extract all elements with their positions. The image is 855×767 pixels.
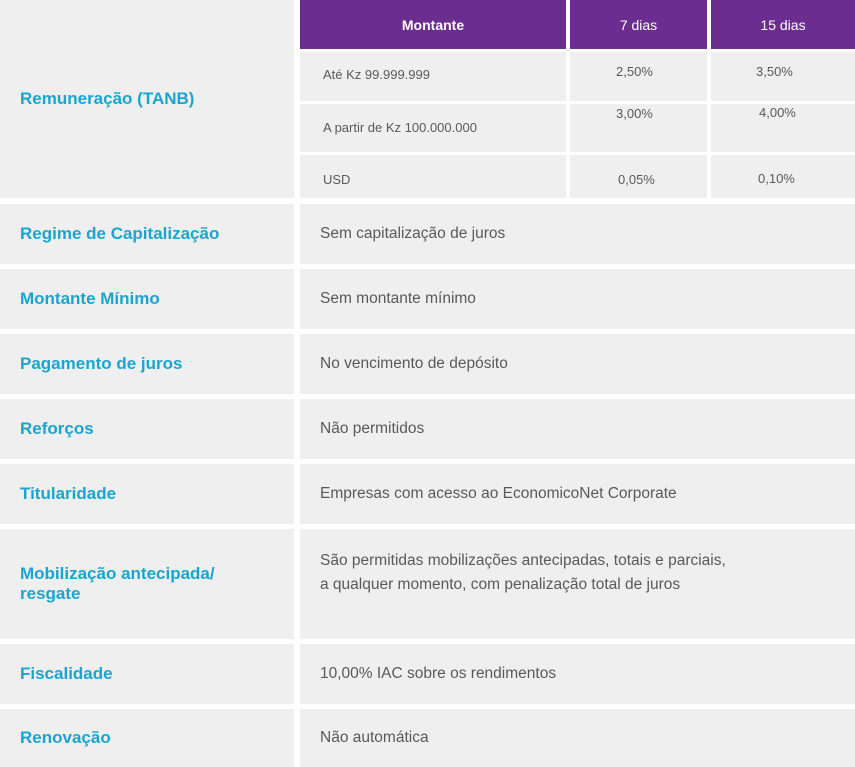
row-label-minimo: Montante Mínimo xyxy=(0,269,294,329)
rate-header-15-dias: 15 dias xyxy=(711,0,855,49)
rate-header-7-dias: 7 dias xyxy=(570,0,707,49)
row-label-renovacao: Renovação xyxy=(0,709,294,767)
row-value-titularidade: Empresas com acesso ao EconomicoNet Corporate xyxy=(300,464,855,524)
row-value-fiscalidade: 10,00% IAC sobre os rendimentos xyxy=(300,644,855,704)
row-value-mobilizacao: São permitidas mobilizações antecipadas, totais e parciais, a qualquer momento, com penalização total de juros xyxy=(300,529,855,639)
row-value-renovacao: Não automática xyxy=(300,709,855,767)
rate-row-1-montante: Até Kz 99.999.999 xyxy=(300,52,566,101)
row-value-regime: Sem capitalização de juros xyxy=(300,204,855,264)
tanb-label: Remuneração (TANB) xyxy=(20,89,195,108)
rate-row-2-7-dias: 3,00% xyxy=(570,104,707,152)
rate-row-1-15-dias: 3,50% xyxy=(711,52,855,101)
row-label-fiscalidade: Fiscalidade xyxy=(0,644,294,704)
row-label-regime: Regime de Capitalização xyxy=(0,204,294,264)
row-value-pagamento: No vencimento de depósito xyxy=(300,334,855,394)
row-label-titularidade: Titularidade xyxy=(0,464,294,524)
rate-row-3-7-dias: 0,05% xyxy=(570,155,707,198)
row-value-minimo: Sem montante mínimo xyxy=(300,269,855,329)
row-label-pagamento: Pagamento de juros xyxy=(0,334,294,394)
row-value-reforcos: Não permitidos xyxy=(300,399,855,459)
row-label-mobilizacao: Mobilização antecipada/ resgate xyxy=(0,529,294,639)
row-label-tanb xyxy=(0,0,294,198)
rate-row-2-15-dias: 4,00% xyxy=(711,104,855,152)
rate-header-montante: Montante xyxy=(300,0,566,49)
rate-row-3-montante: USD xyxy=(300,155,566,198)
rate-row-3-15-dias: 0,10% xyxy=(711,155,855,198)
rate-row-2-montante: A partir de Kz 100.000.000 xyxy=(300,104,566,152)
rate-row-1-7-dias: 2,50% xyxy=(570,52,707,101)
row-label-reforcos: Reforços xyxy=(0,399,294,459)
